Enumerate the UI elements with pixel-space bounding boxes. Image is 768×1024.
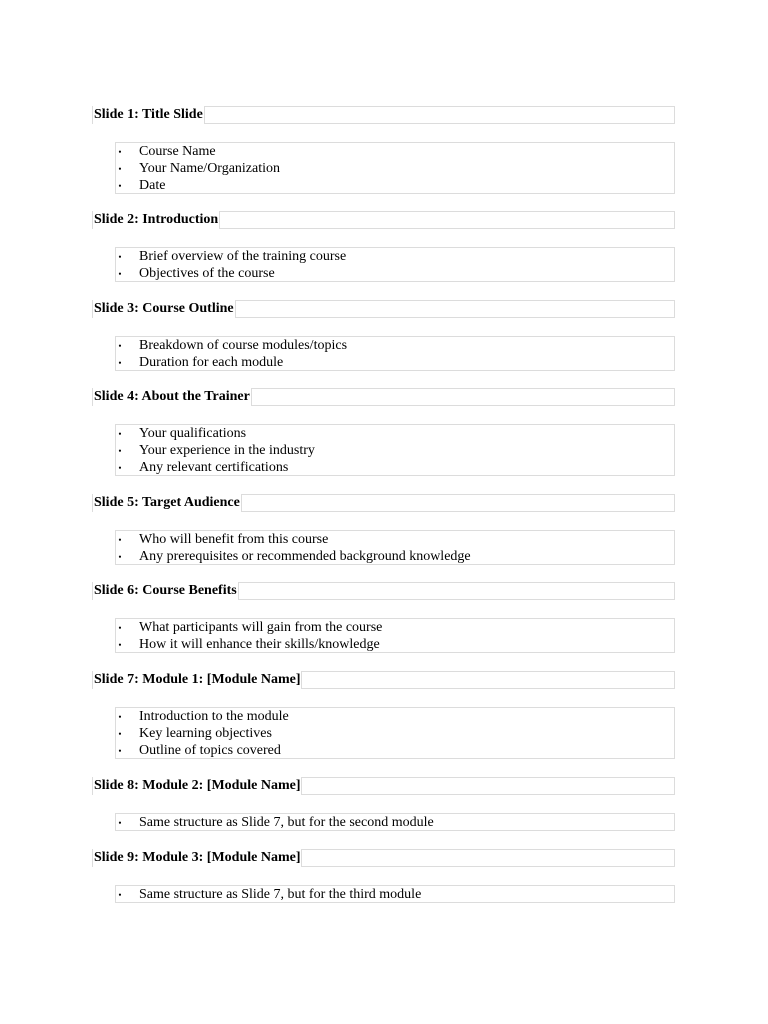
list-item xyxy=(116,459,674,476)
bullet-icon: • xyxy=(118,552,122,562)
bullet-icon: • xyxy=(118,358,122,368)
list-item-text: Introduction to the module xyxy=(139,709,289,724)
list-item xyxy=(116,619,674,636)
list-item xyxy=(116,636,674,653)
bullet-list xyxy=(115,885,675,903)
bullet-icon: • xyxy=(118,446,122,456)
bullet-icon: • xyxy=(118,252,122,262)
list-item-text: Any relevant certifications xyxy=(139,460,289,475)
slide-heading: Slide 7: Module 1: [Module Name] xyxy=(94,672,301,687)
slide-heading: Slide 1: Title Slide xyxy=(94,107,203,122)
bullet-icon: • xyxy=(118,181,122,191)
list-item xyxy=(116,160,674,177)
slide-heading-row xyxy=(92,582,675,600)
list-item xyxy=(116,886,674,903)
bullet-icon: • xyxy=(118,341,122,351)
bullet-list xyxy=(115,247,675,282)
list-item-text: Key learning objectives xyxy=(139,726,272,741)
bullet-list xyxy=(115,707,675,759)
list-item-text: Who will benefit from this course xyxy=(139,532,329,547)
bullet-icon: • xyxy=(118,429,122,439)
list-item-text: Objectives of the course xyxy=(139,266,275,281)
list-item xyxy=(116,442,674,459)
list-item xyxy=(116,265,674,282)
list-item-text: Course Name xyxy=(139,144,216,159)
list-item xyxy=(116,814,674,831)
bullet-icon: • xyxy=(118,269,122,279)
slide-heading-row xyxy=(92,106,675,124)
bullet-icon: • xyxy=(118,890,122,900)
bullet-list xyxy=(115,142,675,194)
list-item-text: Duration for each module xyxy=(139,355,284,370)
slide-heading-row xyxy=(92,388,675,406)
list-item xyxy=(116,425,674,442)
list-item-text: Date xyxy=(139,178,166,193)
slide-heading: Slide 4: About the Trainer xyxy=(94,389,250,404)
list-item-text: Your Name/Organization xyxy=(139,161,281,176)
bullet-list xyxy=(115,813,675,831)
slide-heading-row xyxy=(92,671,675,689)
bullet-icon: • xyxy=(118,640,122,650)
slide-heading-row xyxy=(92,849,675,867)
bullet-list xyxy=(115,530,675,565)
list-item xyxy=(116,143,674,160)
list-item xyxy=(116,337,674,354)
bullet-icon: • xyxy=(118,535,122,545)
list-item xyxy=(116,248,674,265)
list-item-text: Your qualifications xyxy=(139,426,247,441)
slide-heading-row xyxy=(92,494,675,512)
bullet-icon: • xyxy=(118,623,122,633)
list-item-text: Same structure as Slide 7, but for the second module xyxy=(139,815,434,830)
slide-heading: Slide 2: Introduction xyxy=(94,212,219,227)
list-item xyxy=(116,742,674,759)
slide-heading-row xyxy=(92,777,675,795)
bullet-list xyxy=(115,336,675,371)
bullet-icon: • xyxy=(118,746,122,756)
slide-heading: Slide 9: Module 3: [Module Name] xyxy=(94,850,301,865)
list-item-text: Your experience in the industry xyxy=(139,443,315,458)
bullet-icon: • xyxy=(118,712,122,722)
slide-heading: Slide 5: Target Audience xyxy=(94,495,240,510)
list-item-text: Brief overview of the training course xyxy=(139,249,347,264)
slide-heading-row xyxy=(92,211,675,229)
list-item-text: Breakdown of course modules/topics xyxy=(139,338,348,353)
bullet-icon: • xyxy=(118,147,122,157)
bullet-list xyxy=(115,424,675,476)
slide-heading-row xyxy=(92,300,675,318)
slide-heading: Slide 3: Course Outline xyxy=(94,301,234,316)
list-item xyxy=(116,531,674,548)
slide-heading: Slide 8: Module 2: [Module Name] xyxy=(94,778,301,793)
slide-heading: Slide 6: Course Benefits xyxy=(94,583,237,598)
list-item xyxy=(116,548,674,565)
list-item xyxy=(116,725,674,742)
list-item-text: What participants will gain from the course xyxy=(139,620,383,635)
bullet-icon: • xyxy=(118,729,122,739)
list-item xyxy=(116,354,674,371)
list-item xyxy=(116,177,674,194)
bullet-icon: • xyxy=(118,463,122,473)
bullet-icon: • xyxy=(118,164,122,174)
bullet-icon: • xyxy=(118,818,122,828)
list-item-text: Any prerequisites or recommended background knowledge xyxy=(139,549,471,564)
list-item-text: How it will enhance their skills/knowledge xyxy=(139,637,380,652)
list-item-text: Outline of topics covered xyxy=(139,743,281,758)
bullet-list xyxy=(115,618,675,653)
list-item-text: Same structure as Slide 7, but for the third module xyxy=(139,887,422,902)
list-item xyxy=(116,708,674,725)
